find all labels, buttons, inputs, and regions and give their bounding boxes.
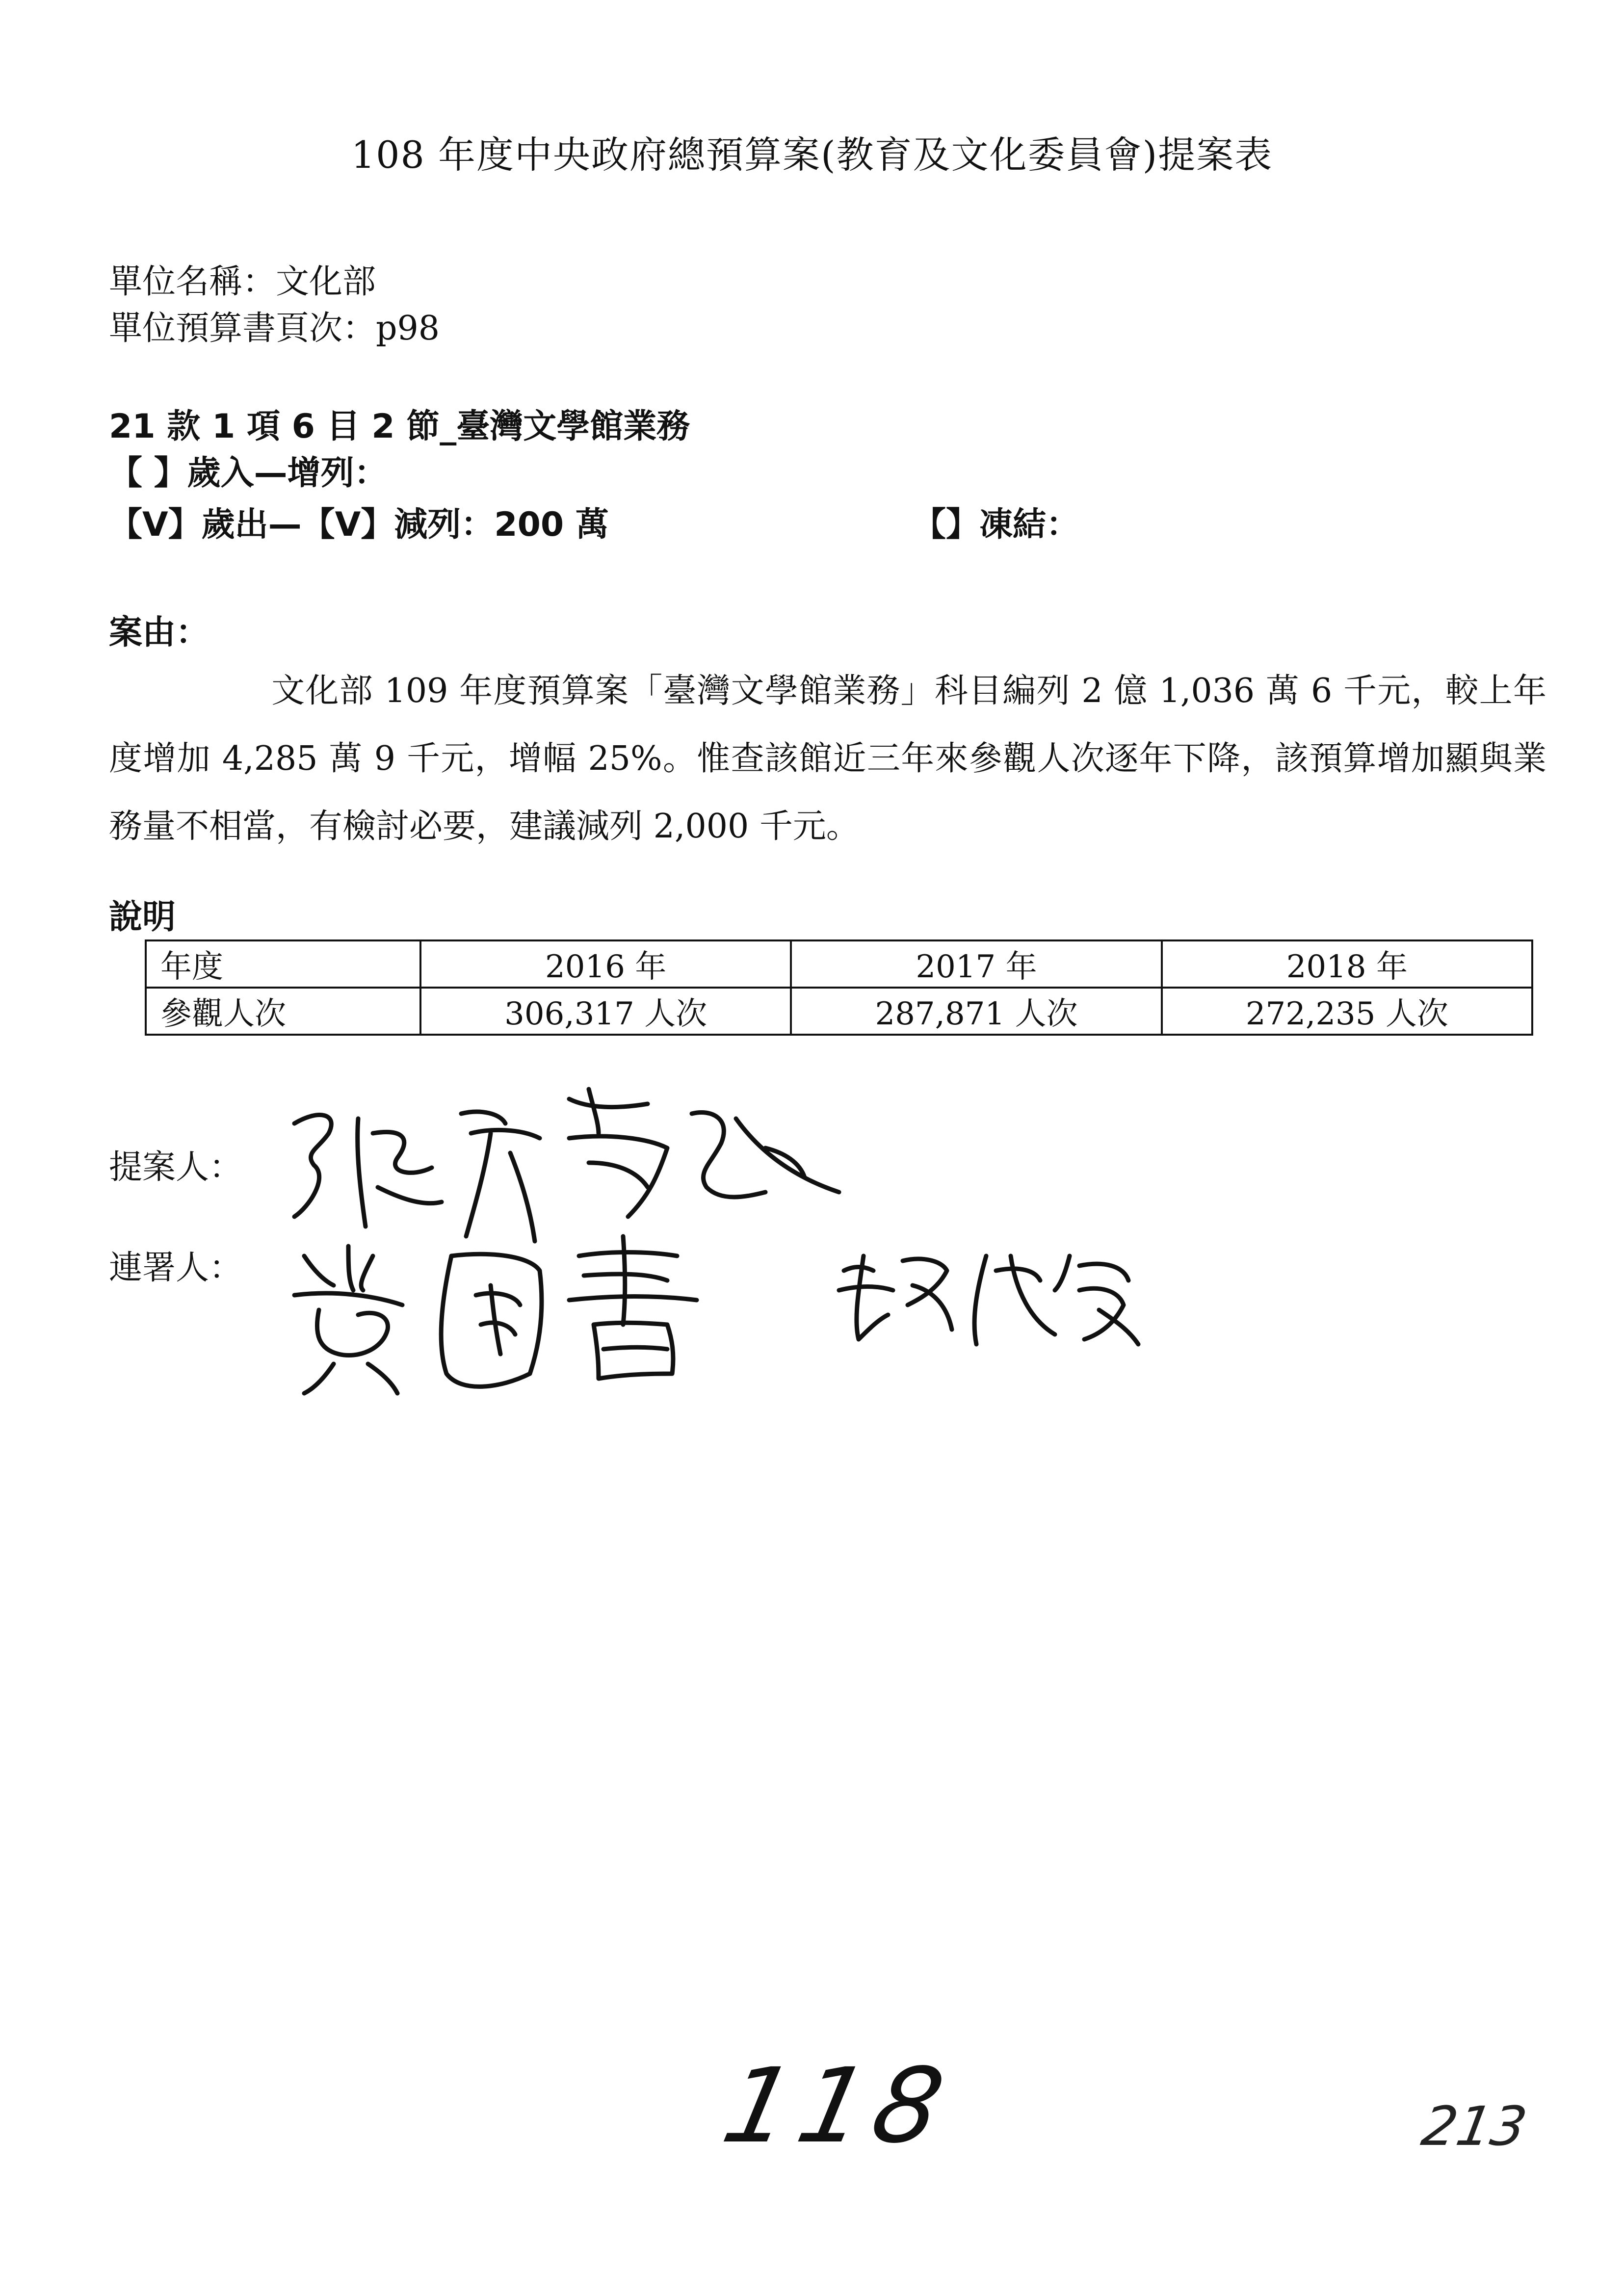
handwritten-page-number: 118 <box>713 2046 962 2166</box>
cosigner-signature-2 <box>824 1236 1143 1354</box>
visitor-table <box>145 939 1533 1036</box>
table-cell: 306,317 人次 <box>420 988 791 1035</box>
table-row <box>146 988 1532 1035</box>
table-cell: 287,871 人次 <box>791 988 1161 1035</box>
reason-heading: 案由： <box>109 613 210 652</box>
table-cell: 2018 年 <box>1162 940 1532 988</box>
unit-name: 單位名稱：文化部 <box>109 262 376 301</box>
explanation-heading: 說明 <box>109 898 176 937</box>
handwritten-corner-number: 213 <box>1417 2095 1532 2158</box>
reason-text: 文化部 109 年度預算案「臺灣文學館業務」科目編列 2 億 1,036 萬 6 千元，較上年度增加 4,285 萬 9 千元，增幅 25%。惟查該館近三年來參觀人次逐年下降，該預算增加顯與業務量不相當，有檢討必要，建議減列 2,000 千元。 <box>109 672 1546 846</box>
table-cell: 參觀人次 <box>146 988 420 1035</box>
freeze-line: 【】凍結： <box>913 505 1080 544</box>
cosigner-signature-1 <box>275 1226 716 1403</box>
table-cell: 272,235 人次 <box>1162 988 1532 1035</box>
table-cell: 2016 年 <box>420 940 791 988</box>
budget-item: 21 款 1 項 6 目 2 節_臺灣文學館業務 <box>109 407 690 446</box>
budget-page: 單位預算書頁次：p98 <box>109 309 440 348</box>
document-title: 108 年度中央政府總預算案(教育及文化委員會)提案表 <box>351 133 1273 177</box>
table-cell: 年度 <box>146 940 420 988</box>
reason-paragraph <box>109 657 1546 861</box>
cosigner-label: 連署人： <box>109 1249 243 1287</box>
table-cell: 2017 年 <box>791 940 1161 988</box>
proposer-label: 提案人： <box>109 1148 243 1187</box>
revenue-line: 【 】歲入—增列： <box>109 454 388 493</box>
table-header-row <box>146 940 1532 988</box>
expenditure-line: 【V】歲出—【V】減列：200 萬 <box>109 505 609 544</box>
